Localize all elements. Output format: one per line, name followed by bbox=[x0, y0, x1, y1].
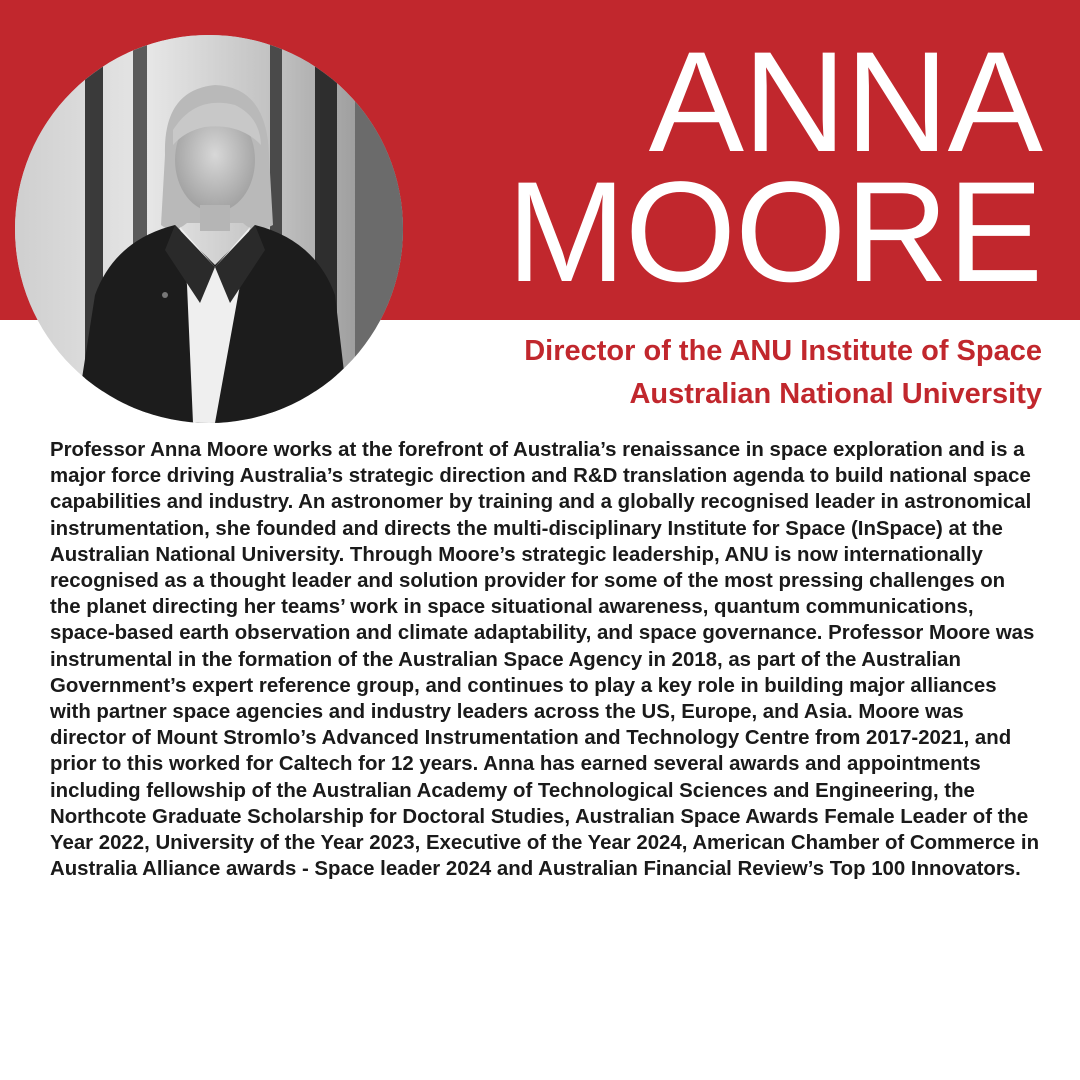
role-block bbox=[524, 330, 1042, 416]
name-first: ANNA bbox=[648, 23, 1042, 182]
organization: Australian National University bbox=[629, 378, 1042, 410]
person-name bbox=[506, 23, 1042, 312]
job-title: Director of the ANU Institute of Space bbox=[524, 335, 1042, 367]
biography-text: Professor Anna Moore works at the forefront of Australia’s renaissance in space exploration and is a major force driving Australia’s strategic direction and R&D translation agenda to build national space capabilities and industry. An astronomer by training and a globally recognised leader in astronomical instrumentation, she founded and directs the multi-disciplinary Institute for Space (InSpace) at the Australian National University. Through Moore’s strategic leadership, ANU is now internationally recognised as a thought leader and solution provider for some of the most pressing challenges on the planet directing her teams’ work in space situational awareness, quantum communications, space-based earth observation and climate adaptability, and space governance. Professor Moore was instrumental in the formation of the Australian Space Agency in 2018, as part of the Australian Government’s expert reference group, and continues to play a key role in building major alliances with partner space agencies and industry leaders across the US, Europe, and Asia. Moore was director of Mount Stromlo’s Advanced Instrumentation and Technology Centre from 2017-2021, and prior to this worked for Caltech for 12 years. Anna has earned several awards and appointments including fellowship of the Australian Academy of Technological Sciences and Engineering, the Northcote Graduate Scholarship for Doctoral Studies, Australian Space Awards Female Leader of the Year 2022, University of the Year 2023, Executive of the Year 2024, American Chamber of Commerce in Australia Alliance awards - Space leader 2024 and Australian Financial Review’s Top 100 Innovators. bbox=[50, 439, 1040, 881]
portrait-photo bbox=[15, 35, 403, 423]
name-last: MOORE bbox=[506, 153, 1042, 312]
person-portrait-icon bbox=[15, 35, 403, 423]
